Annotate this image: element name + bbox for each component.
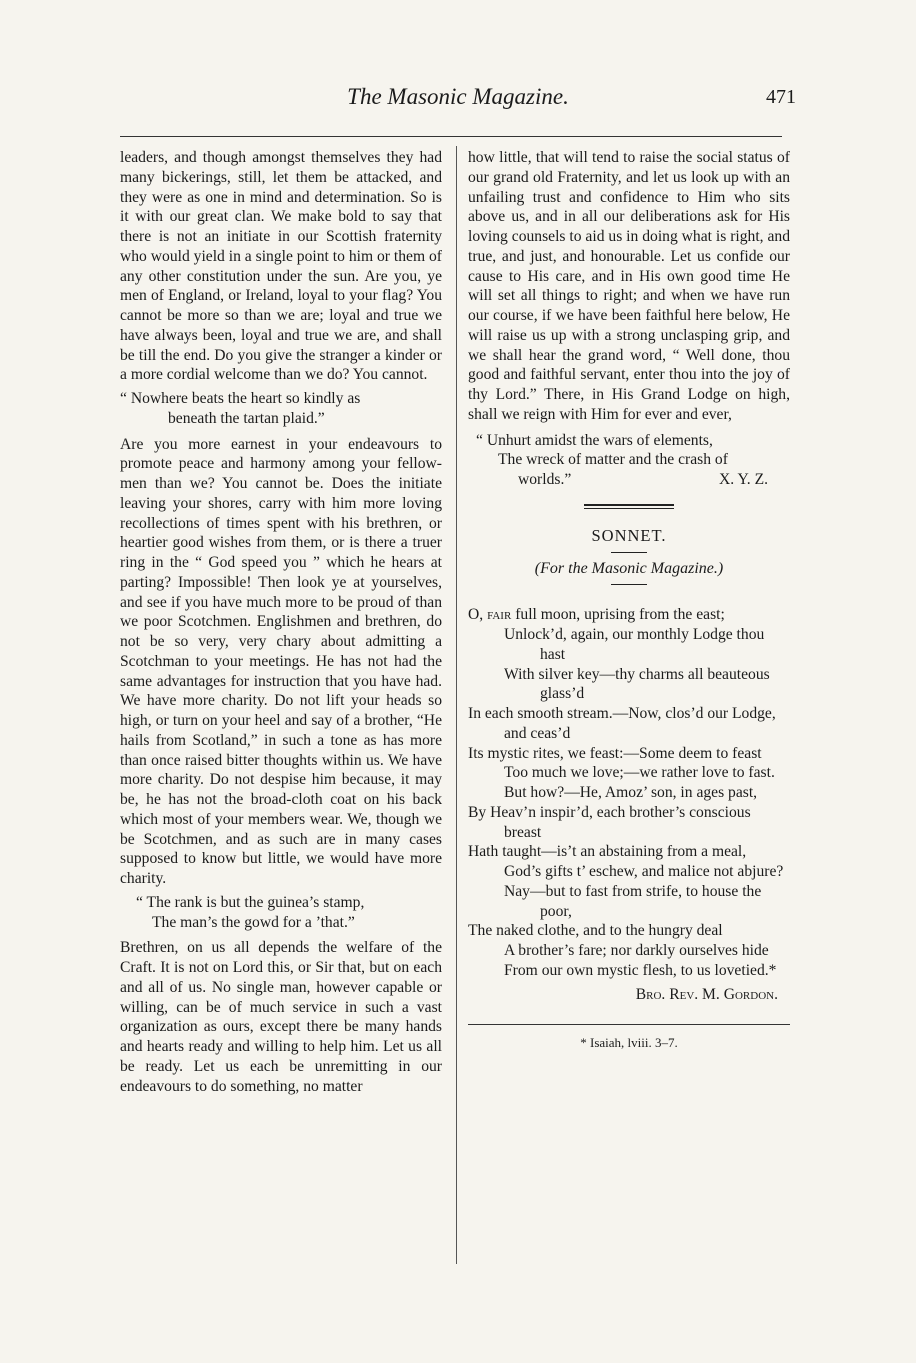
sonnet-line: Hath taught—is’t an abstaining from a meal,	[468, 843, 747, 861]
verse-signature: X. Y. Z.	[719, 471, 768, 488]
running-title: The Masonic Magazine.	[347, 84, 569, 109]
running-head	[120, 84, 796, 116]
footnote-rule	[468, 1024, 790, 1025]
sonnet-line: Unlock’d, again, our monthly Lodge thou hast	[504, 626, 765, 663]
sonnet-title: SONNET.	[591, 525, 667, 545]
sonnet-line: Its mystic rites, we feast:—Some deem to feast	[468, 744, 762, 762]
sonnet-line: From our own mystic flesh, to us lovetied.*	[504, 961, 777, 979]
verse-line-text: worlds.”	[518, 471, 572, 488]
block-quote	[120, 893, 442, 933]
sonnet-line: By Heav’n inspir’d, each brother’s conscious breast	[468, 803, 751, 841]
sonnet-line: With silver key—thy charms all beauteous glass’d	[504, 665, 770, 703]
quote-line: beneath the tartan plaid.”	[168, 409, 325, 427]
verse-line	[476, 470, 790, 490]
header-rule	[120, 136, 782, 137]
sonnet-line: But how?—He, Amoz’ son, in ages past,	[504, 784, 758, 801]
page-number: 471	[766, 86, 796, 108]
right-column	[468, 148, 790, 1053]
quote-line: “ Nowhere beats the heart so kindly as	[120, 390, 361, 407]
column-divider	[456, 146, 457, 1264]
verse-line: “ Unhurt amidst the wars of elements,	[476, 431, 713, 449]
paragraph: leaders, and though amongst themselves they had many bickerings, still, let them be attacked, and they were as one in mind and determination. So is it with our great clan. We make bold to say that there is not an initiate in our Scottish fraternity who would yield in a single point to him or them of any other constitution under the sun. Are you, ye men of England, or Ireland, loyal to your flag? You cannot be more so than we are; loyal and true we have always been, loyal and true we are, and shall be till the end. Do you give the stranger a kinder or a more cordial welcome than we do? You cannot.	[120, 149, 442, 384]
sonnet-line: O, fair full moon, uprising from the east;	[468, 606, 725, 624]
paragraph: how little, that will tend to raise the social status of our grand old Fraternity, and let us look up with an unfailing trust and confidence to Him who sits above us, and in all our deliberations ask for His loving counsels to aid us in doing what is right, and true, and just, and honourable. Let us confide our cause to His care, and in His own good time He will set all things to right; and when we have run our course, if we have been faithful here below, He will raise us up with a strong unclasping grip, and we shall hear the grand word, “ Well done, thou good and faithful servant, enter thou into the joy of thy Lord.” There, in His Grand Lodge on high, shall we reign with Him for ever and ever,	[468, 149, 790, 423]
sonnet-line: Nay—but to fast from strife, to house the poor,	[504, 882, 762, 920]
sonnet-subtitle: (For the Masonic Magazine.)	[534, 559, 724, 577]
sonnet-line: God’s gifts t’ eschew, and malice not abjure?	[504, 863, 784, 880]
author-signature: Bro. Rev. M. Gordon.	[635, 985, 778, 1003]
sonnet	[468, 605, 790, 980]
quote-line: The man’s the gowd for a ’that.”	[152, 913, 355, 931]
quote-line: “ The rank is but the guinea’s stamp,	[136, 893, 365, 911]
left-column	[120, 148, 442, 1096]
verse-line: The wreck of matter and the crash of	[498, 451, 728, 469]
block-quote	[120, 389, 442, 429]
footnote: * Isaiah, lviii. 3–7.	[580, 1035, 678, 1051]
sonnet-line: Too much we love;—we rather love to fast.	[504, 764, 775, 782]
sonnet-line: A brother’s fare; nor darkly ourselves hide	[504, 942, 769, 959]
paragraph: Are you more earnest in your endeavours to promote peace and harmony among your fellow-men than we? You cannot be. Does the initiate leaving your shores, carry with him more loving recollections of times spent with his brethren, or heartier good wishes from them, or is there a truer ring in the “ God speed you ” which he hears at parting? Impossible! Then look ye at yourselves, and see if you have much more to be proud of than we poor Scotchmen. Englishmen and brethren, do not be so very, very chary about admitting a Scotchman to your meetings. He has not had the same advantages for instruction that you have had. We have more charity. Do not lift your heads so high, or turn on your heel and say of a brother, “He hails from Scotland,” in such a tone as has more than once raised bitter thoughts within us. We have more charity. Do not despise him because, it may be, he has not the broad-cloth coat on his back which most of your members wear. We, though we be Scotchmen, and as such are in many cases supposed to know but little, we would have more charity.	[120, 435, 442, 887]
verse-quote	[476, 431, 790, 490]
sonnet-line: The naked clothe, and to the hungry deal	[468, 922, 723, 940]
title-rule	[611, 552, 647, 553]
subtitle-rule	[611, 584, 647, 585]
section-ornament	[584, 504, 674, 512]
paragraph: Brethren, on us all depends the welfare of the Craft. It is not on Lord this, or Sir that, but on each and all of us. No single man, however capable or willing, can be of much service in such a vast organization as ours, except there be many hands and hearts ready and willing to help him. Let us all be ready. Let us each be unremitting in our endeavours to do something, no matter	[120, 939, 442, 1095]
sonnet-line: In each smooth stream.—Now, clos’d our Lodge, and ceas’d	[468, 705, 776, 742]
